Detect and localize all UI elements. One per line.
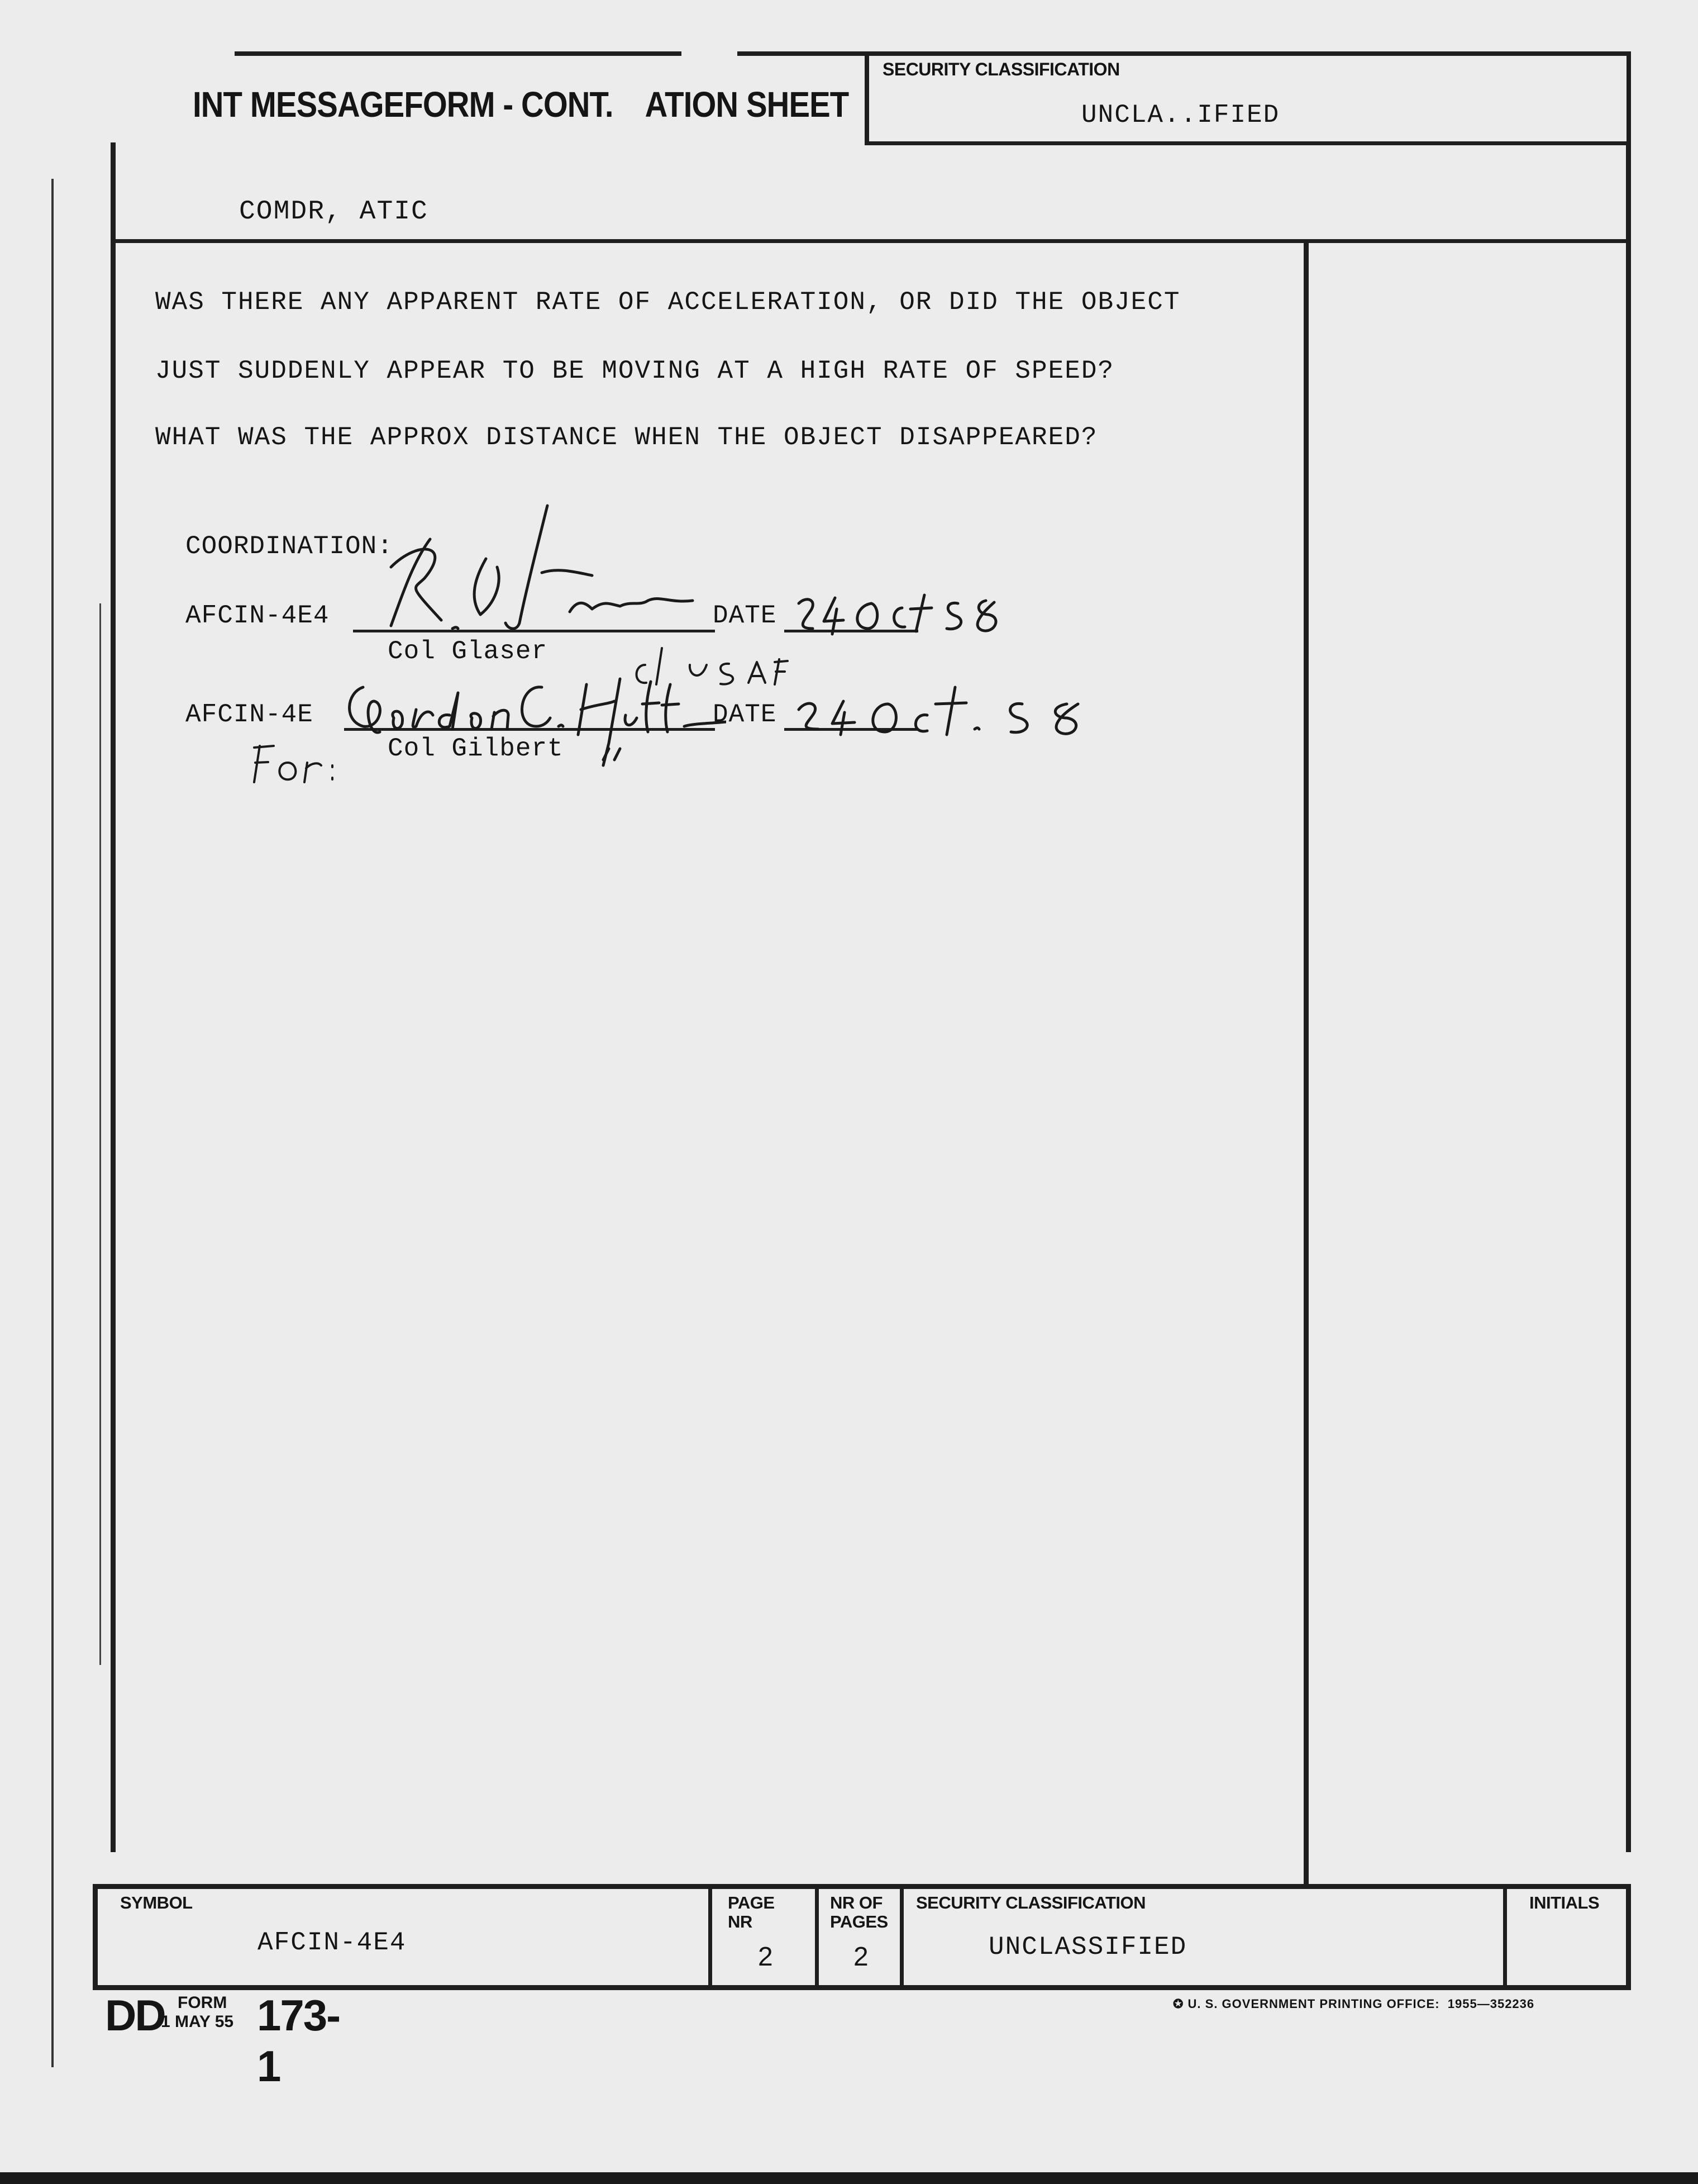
- page-nr-value: 2: [758, 1942, 773, 1972]
- coordination-name-2: Col Gilbert: [388, 734, 564, 763]
- body-line-2: JUST SUDDENLY APPEAR TO BE MOVING AT A HIGH RATE OF SPEED?: [155, 356, 1115, 386]
- addressee: COMDR, ATIC: [239, 197, 428, 227]
- signature-glaser: [357, 500, 715, 634]
- addressee-rule: [111, 239, 1631, 243]
- body-line-3: WHAT WAS THE APPROX DISTANCE WHEN THE OBJECT DISAPPEARED?: [155, 423, 1098, 452]
- form-title: INT MESSAGEFORM - CONT. ATION SHEET: [193, 84, 849, 125]
- symbol-value: AFCIN-4E4: [257, 1928, 407, 1957]
- margin-column-divider: [1304, 241, 1309, 1890]
- nr-of-pages-label: NR OF PAGES: [830, 1893, 888, 1931]
- message-frame: [111, 142, 1631, 1852]
- coordination-name-1: Col Glaser: [388, 637, 548, 666]
- footer-security-label: SECURITY CLASSIFICATION: [916, 1893, 1146, 1912]
- for-annotation: [246, 737, 346, 788]
- security-classification-value: UNCLA..IFIED: [1081, 101, 1280, 130]
- date-label-2: DATE: [713, 700, 777, 729]
- footer-page-cell: [712, 1889, 819, 1985]
- footer-security-cell: [904, 1889, 1507, 1985]
- coordination-office-2: AFCIN-4E: [185, 700, 313, 729]
- scan-bottom-edge: [0, 2172, 1698, 2184]
- nr-of-pages-value: 2: [853, 1942, 869, 1972]
- header-top-rule: [235, 51, 681, 56]
- date-handwritten-1: [788, 587, 1011, 648]
- date-handwritten-2: [788, 682, 1100, 743]
- scan-edge-line: [51, 179, 54, 2067]
- security-classification-box: [865, 51, 1631, 145]
- signature-huffman: [341, 670, 726, 771]
- form-number: 173-1: [257, 1991, 340, 2091]
- scan-edge-line-inner: [99, 603, 101, 1665]
- page-nr-label: PAGE NR: [728, 1893, 775, 1931]
- form-dd: DD: [105, 1991, 165, 2040]
- body-line-1: WAS THERE ANY APPARENT RATE OF ACCELERATION, OR DID THE OBJECT: [155, 288, 1181, 317]
- symbol-label: SYMBOL: [120, 1893, 193, 1912]
- security-classification-label: SECURITY CLASSIFICATION: [883, 59, 1120, 79]
- footer-block: [93, 1884, 1631, 1990]
- initials-label: INITIALS: [1529, 1893, 1600, 1912]
- footer-pages-cell: [819, 1889, 904, 1985]
- form-date: 1 MAY 55: [161, 2012, 234, 2031]
- footer-security-value: UNCLASSIFIED: [989, 1933, 1187, 1962]
- form-word: FORM: [178, 1993, 227, 2012]
- footer-initials-cell: [1507, 1889, 1627, 1985]
- coordination-office-1: AFCIN-4E4: [185, 601, 330, 630]
- footer-symbol-cell: [98, 1889, 712, 1985]
- coordination-heading: COORDINATION:: [185, 532, 393, 561]
- printing-office-imprint: ✪ U. S. GOVERNMENT PRINTING OFFICE: 1955—352236: [1173, 1997, 1535, 2011]
- date-label-1: DATE: [713, 601, 777, 630]
